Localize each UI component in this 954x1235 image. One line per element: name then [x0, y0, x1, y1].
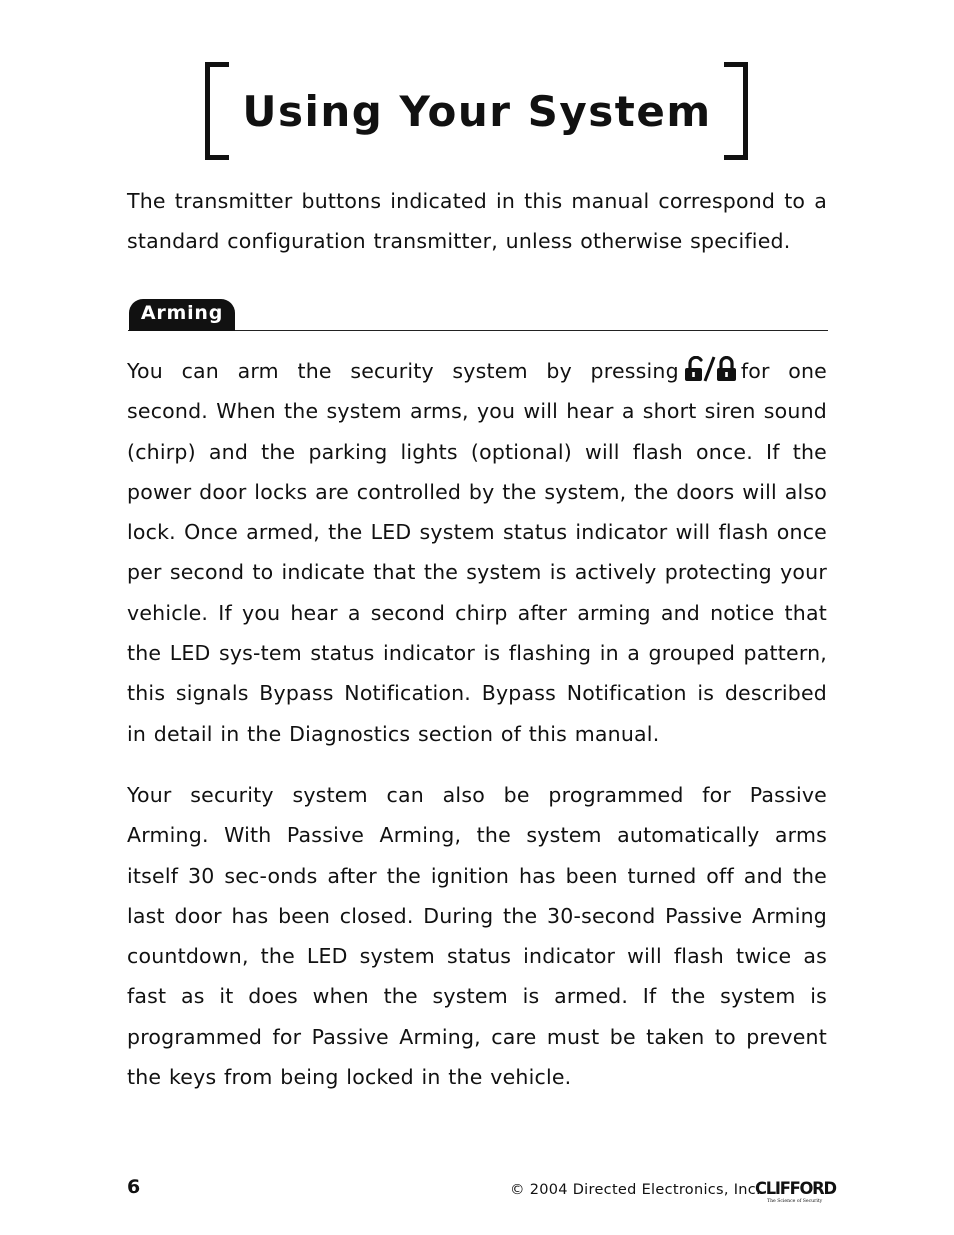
copyright-notice: © 2004 Directed Electronics, Inc.	[510, 1182, 761, 1198]
section-heading-arming: Arming	[129, 299, 235, 331]
arming-text-before-icon: You can arm the security system by pressing	[127, 359, 679, 383]
lock-unlock-icon	[683, 356, 737, 382]
logo-tagline: The Science of Security	[767, 1199, 823, 1204]
logo-name: CLIFFORD	[755, 1179, 836, 1199]
intro-paragraph: The transmitter buttons indicated in this manual correspond to a standard configuration transmitter, unless otherwise specified.	[127, 189, 827, 254]
page-title: Using Your System	[242, 87, 712, 136]
title-bracket-right	[724, 62, 748, 160]
page-number: 6	[127, 1176, 141, 1198]
clifford-logo	[755, 1179, 836, 1210]
arming-paragraph-1	[127, 351, 827, 754]
arming-text-after-icon: for one second. When the system arms, you will hear a short siren sound (chirp) and the parking lights (optional) will flash once. If the power door locks are controlled by the system, the doors will also lock. Once armed, the LED system status indicator will flash once per second to indicate that the system is actively protecting your vehicle. If you hear a second chirp after arming and notice that the LED sys-tem status indicator is flashing in a grouped pattern, this signals Bypass Notification. Bypass Notification is described in detail in the Diagnostics section of this manual.	[127, 359, 827, 746]
title-bracket-left	[205, 62, 229, 160]
passive-arming-paragraph: Your security system can also be programmed for Passive Arming. With Passive Arming, the system automatically arms itself 30 sec-onds after the ignition has been turned off and the last door has been closed. During the 30-second Passive Arming countdown, the LED system status indicator will flash twice as fast as it does when the system is armed. If the system is programmed for Passive Arming, care must be taken to prevent the keys from being locked in the vehicle.	[127, 783, 827, 1090]
